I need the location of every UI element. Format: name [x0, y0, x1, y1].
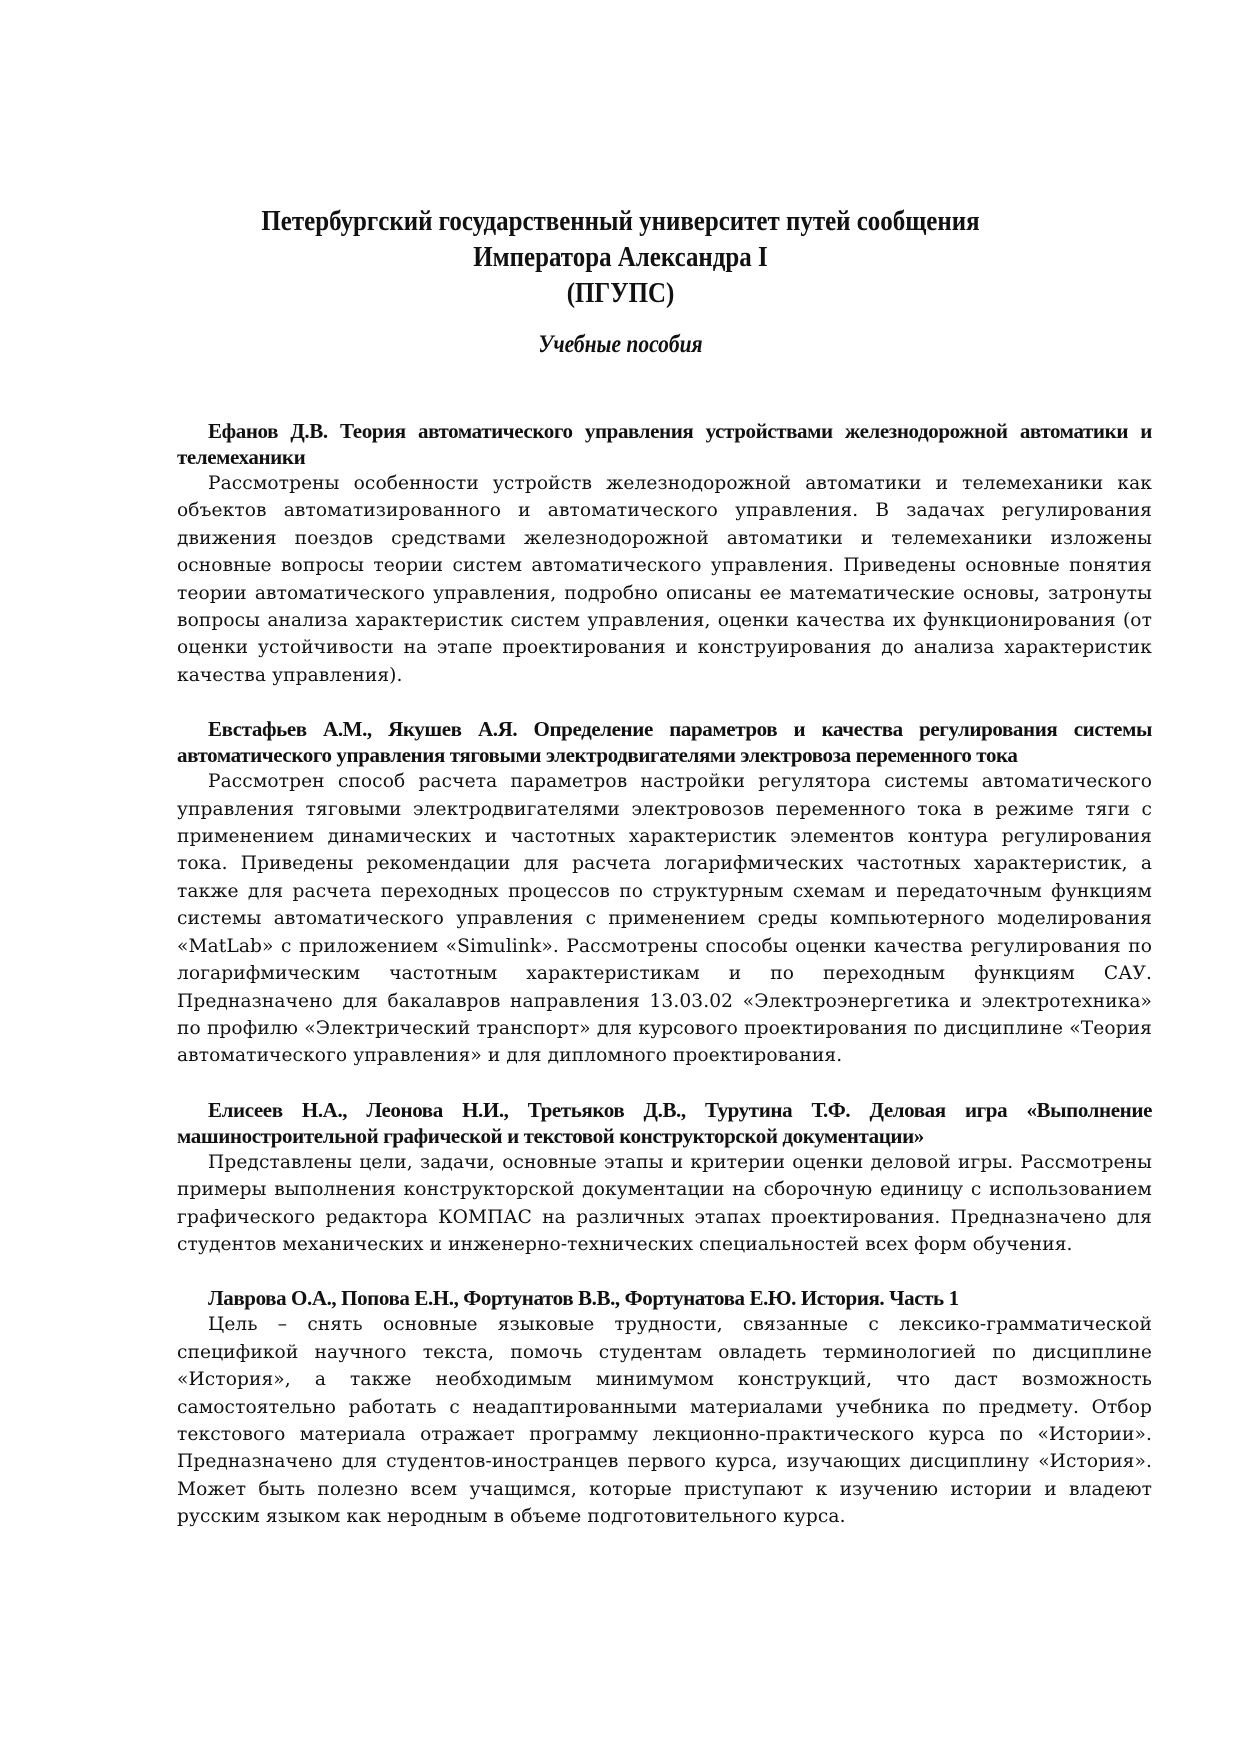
publication-title: Евстафьев А.М., Якушев А.Я. Определение параметров и качества регулирования системы автоматического управления тяговыми электродвигателями электровоза переменного тока [177, 717, 1152, 768]
publication-entry [177, 1097, 1152, 1259]
university-name-line2: Императора Александра I [473, 241, 768, 273]
publication-entry [177, 716, 1152, 1069]
publication-description: Рассмотрен способ расчета параметров настройки регулятора системы автоматического управления тяговыми электродвигателями электровозов переменного тока в режиме тяги с применением динамических и частотных характеристик элементов контура регулирования тока. Приведены рекомендации для расчета логарифмических частотных характеристик, а также для расчета переходных процессов по структурным схемам и передаточным функциям системы автоматического управления с применением среды компьютерного моделирования «MatLab» с приложением «Simulink». Рассмотрены способы оценки качества регулирования по логарифмическим частотным характеристикам и по переходным функциям САУ. Предназначено для бакалавров направления 13.03.02 «Электроэнергетика и электротехника» по профилю «Электрический транспорт» для курсового проектирования по дисциплине «Теория автоматического управления» и для дипломного проектирования. [177, 771, 1152, 1067]
publication-title: Елисеев Н.А., Леонова Н.И., Третьяков Д.В., Турутина Т.Ф. Деловая игра «Выполнение машиностроительной графической и текстовой конструкторской документации» [177, 1097, 1152, 1148]
publication-description: Представлены цели, задачи, основные этапы и критерии оценки деловой игры. Рассмотрены примеры выполнения конструкторской документации на сборочную единицу с использованием графического редактора КОМПАС на различных этапах проектирования. Предназначено для студентов механических и инженерно-технических специальностей всех форм обучения. [177, 1151, 1152, 1255]
publication-title: Ефанов Д.В. Теория автоматического управления устройствами железнодорожной автоматики и телемеханики [177, 419, 1152, 469]
publication-title: Лаврова О.А., Попова Е.Н., Фортунатов В.В., Фортунатова Е.Ю. История. Часть 1 [208, 1286, 959, 1311]
university-name: Петербургский государственный университет путей сообщения [261, 205, 980, 237]
page-header [0, 203, 1241, 359]
publication-description: Цель – снять основные языковые трудности, связанные с лексико-грамматической спецификой научного текста, помочь студентам овладеть терминологией по дисциплине «История», а также необходимым минимумом конструкций, что даст возможность самостоятельно работать с неадаптированными материалами учебника по предмету. Отбор текстового материала отражает программу лекционно-практического курса по «Истории». Предназначено для студентов-иностранцев первого курса, изучающих дисциплину «История». Может быть полезно всем учащимся, которые приступают к изучению истории и владеют русским языком как неродным в объеме подготовительного курса. [177, 1314, 1152, 1528]
publication-entry [177, 1285, 1152, 1530]
publication-entry [177, 418, 1152, 689]
publication-description: Рассмотрены особенности устройств железнодорожной автоматики и телемеханики как объектов автоматизированного и автоматического управления. В задачах регулирования движения поездов средствами железнодорожной автоматики и телемеханики изложены основные вопросы теории систем автоматического управления. Приведены основные понятия теории автоматического управления, подробно описаны ее математические основы, затронуты вопросы анализа характеристик систем управления, оценки качества их функционирования (от оценки устойчивости на этапе проектирования и конструирования до анализа характеристик качества управления). [177, 473, 1152, 686]
section-subtitle: Учебные пособия [538, 331, 703, 358]
university-abbreviation: (ПГУПС) [566, 277, 675, 309]
publications-list [177, 418, 1152, 1558]
